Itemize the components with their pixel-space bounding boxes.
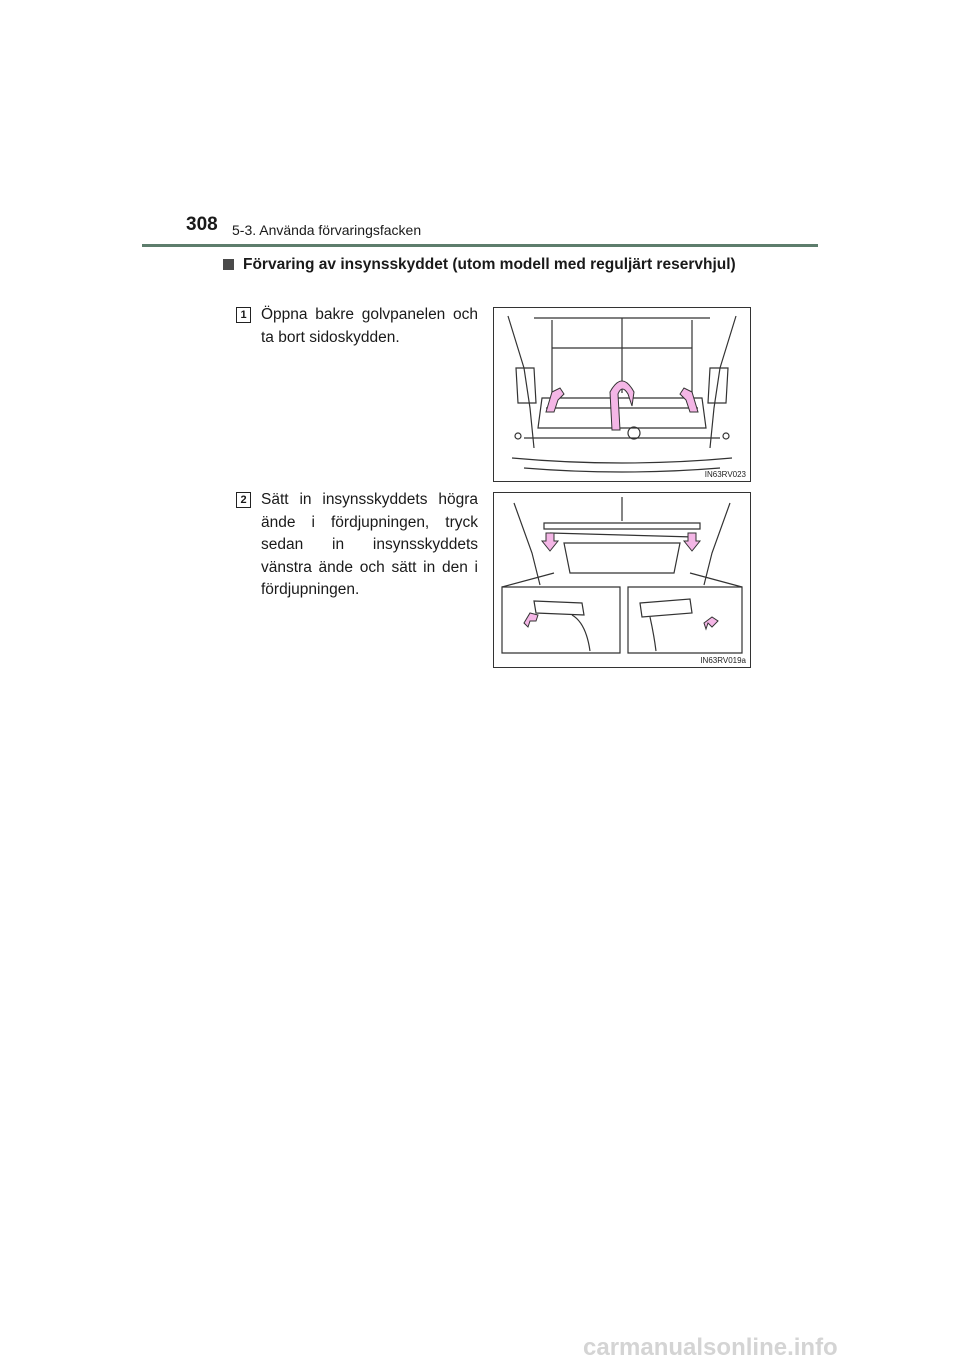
figure-code-2: IN63RV019a [700,656,746,665]
subsection-heading [223,254,746,276]
figure-insert-cover [493,492,751,668]
footer-watermark[interactable]: carmanualsonline.info [583,1334,838,1361]
arrow-insert-left [524,613,538,627]
step-text-2: Sätt in insynsskyddets högra ände i fördjupningen, tryck sedan in insynsskyddets vänstra ände och sätt in den i fördjupningen. [261,491,478,598]
arrow-center [610,381,634,430]
arrow-down-right [684,533,700,551]
arrow-down-left [542,533,558,551]
page-number: 308 [186,214,218,235]
heading-text: Förvaring av insynsskyddet (utom modell med reguljärt reservhjul) [243,256,736,273]
section-title: 5-3. Använda förvaringsfacken [232,222,422,238]
cover-insertion-illustration [494,493,750,667]
figure-open-floor-panel [493,307,751,482]
luggage-compartment-illustration [494,308,750,481]
figure-code-1: IN63RV023 [704,470,746,479]
arrow-insert-right [704,617,718,629]
square-bullet-icon [223,259,234,270]
header-divider [142,244,818,247]
step-number-1: 1 [236,307,251,323]
step-text-1: Öppna bakre golvpanelen och ta bort sidoskydden. [261,306,478,346]
step-number-2: 2 [236,492,251,508]
